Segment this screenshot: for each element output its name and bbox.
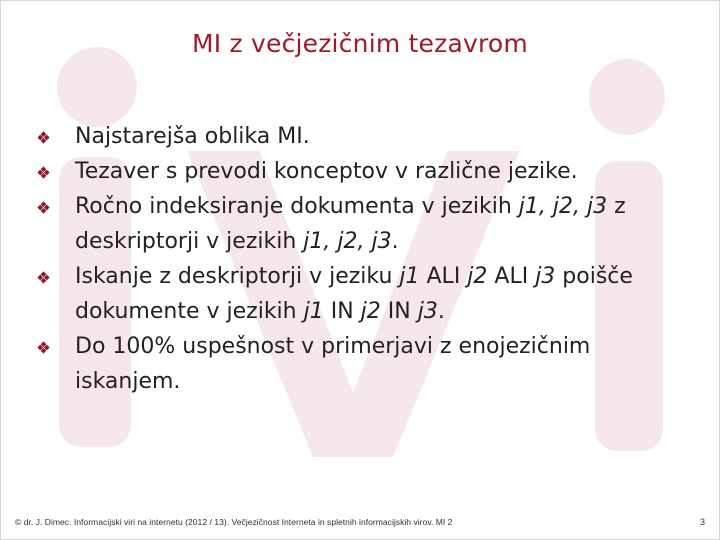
bullet-item: [37, 154, 697, 189]
bullet-text: j3: [417, 299, 438, 324]
bullet-text: j1: [399, 264, 420, 289]
bullet-text: Iskanje z deskriptorji v jeziku: [75, 264, 400, 289]
bullet-text: [580, 194, 587, 219]
slide-title: MI z večjezičnim tezavrom: [192, 29, 528, 58]
bullet-text: poišče dokumente v jezikih: [75, 264, 633, 324]
bullet-text: j3: [586, 194, 608, 219]
bullet-text: Najstarejša oblika MI.: [75, 124, 310, 149]
bullet-text: ALI: [487, 264, 536, 289]
bullet-text: j1, j2, j3: [303, 229, 392, 254]
bullet-text: j1: [303, 299, 324, 324]
bullet-item: [37, 329, 697, 399]
diamond-quatrefoil-bullet-icon: [37, 271, 50, 284]
bullet-text: j2: [467, 264, 488, 289]
bullet-text: j2: [360, 299, 381, 324]
bullet-item: [37, 119, 697, 154]
bullet-text: .: [391, 229, 399, 254]
diamond-quatrefoil-bullet-icon: [37, 201, 50, 214]
bullet-list: [37, 119, 697, 399]
footer-citation: © dr. J. Dimec. Informacijski viri na internetu (2012 / 13). Večjezičnost Interneta in spletnih informacijskih virov. MI 2: [15, 517, 453, 527]
diamond-quatrefoil-bullet-icon: [37, 341, 50, 354]
bullet-item: [37, 259, 697, 329]
bullet-text: z deskriptorji v jezikih: [75, 194, 626, 254]
bullet-text: j1, j2,: [518, 194, 580, 219]
bullet-text: Do 100% uspešnost v primerjavi z enojezičnim iskanjem.: [75, 334, 591, 394]
diamond-quatrefoil-bullet-icon: [37, 131, 50, 144]
page-number: 3: [699, 517, 705, 527]
bullet-text: IN: [323, 299, 361, 324]
bullet-item: [37, 189, 697, 259]
bullet-text: Tezaver s prevodi konceptov v različne jezike.: [75, 159, 578, 184]
diamond-quatrefoil-bullet-icon: [37, 166, 50, 179]
bullet-text: j3: [535, 264, 556, 289]
bullet-text: IN: [380, 299, 418, 324]
bullet-text: ALI: [419, 264, 468, 289]
bullet-text: Ročno indeksiranje dokumenta v jezikih: [75, 194, 519, 219]
bullet-text: .: [437, 299, 445, 324]
